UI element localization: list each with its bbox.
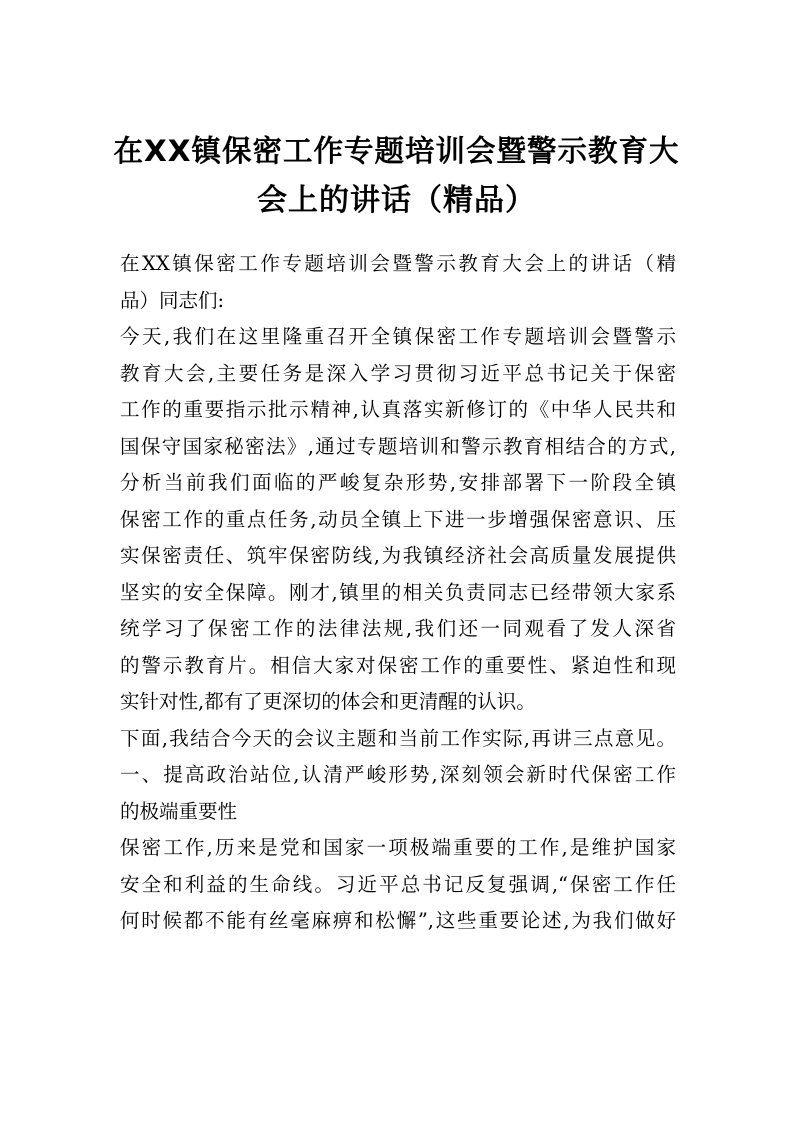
body-text-line: 安全和利益的生命线。习近平总书记反复强调,“保密工作任 — [120, 872, 676, 896]
body-text-line: 教育大会,主要任务是深入学习贯彻习近平总书记关于保密 — [120, 361, 676, 385]
body-text-line: 一、提高政治站位,认清严峻形势,深刻领会新时代保密工作 — [120, 763, 676, 786]
body-text-line: 的警示教育片。相信大家对保密工作的重要性、紧迫性和现 — [120, 653, 676, 677]
body-text-line: 品）同志们: — [120, 288, 225, 312]
title-line-1: 在XX镇保密工作专题培训会暨警示教育大 — [113, 134, 680, 168]
body-text-line: 下面,我结合今天的会议主题和当前工作实际,再讲三点意见。 — [120, 726, 676, 750]
body-text-line: 的极端重要性 — [120, 799, 238, 823]
body-text-line: 分析当前我们面临的严峻复杂形势,安排部署下一阶段全镇 — [120, 471, 676, 494]
title-line-2: 会上的讲话（精品） — [257, 183, 536, 218]
body-text-line: 实保密责任、筑牢保密防线,为我镇经济社会高质量发展提供 — [120, 544, 676, 567]
body-text-line: 国保守国家秘密法》,通过专题培训和警示教育相结合的方式, — [120, 434, 676, 458]
body-text-line: 坚实的安全保障。刚才,镇里的相关负责同志已经带领大家系 — [120, 580, 676, 604]
document-body — [120, 246, 676, 940]
body-text-line: 保密工作的重点任务,动员全镇上下进一步增强保密意识、压 — [120, 507, 676, 531]
body-text-line: 今天,我们在这里隆重召开全镇保密工作专题培训会暨警示 — [120, 325, 676, 348]
body-text-line: 实针对性,都有了更深切的体会和更清醒的认识。 — [120, 690, 536, 713]
body-text-line: 在XX镇保密工作专题培训会暨警示教育大会上的讲话（精 — [120, 252, 676, 275]
body-text-line: 工作的重要指示批示精神,认真落实新修订的《中华人民共和 — [120, 398, 676, 421]
body-text-line: 保密工作,历来是党和国家一项极端重要的工作,是维护国家 — [120, 836, 676, 859]
document-title — [110, 126, 683, 226]
body-text-line: 何时候都不能有丝毫麻痹和松懈”,这些重要论述,为我们做好 — [120, 909, 676, 932]
body-text-line: 统学习了保密工作的法律法规,我们还一同观看了发人深省 — [120, 617, 676, 640]
